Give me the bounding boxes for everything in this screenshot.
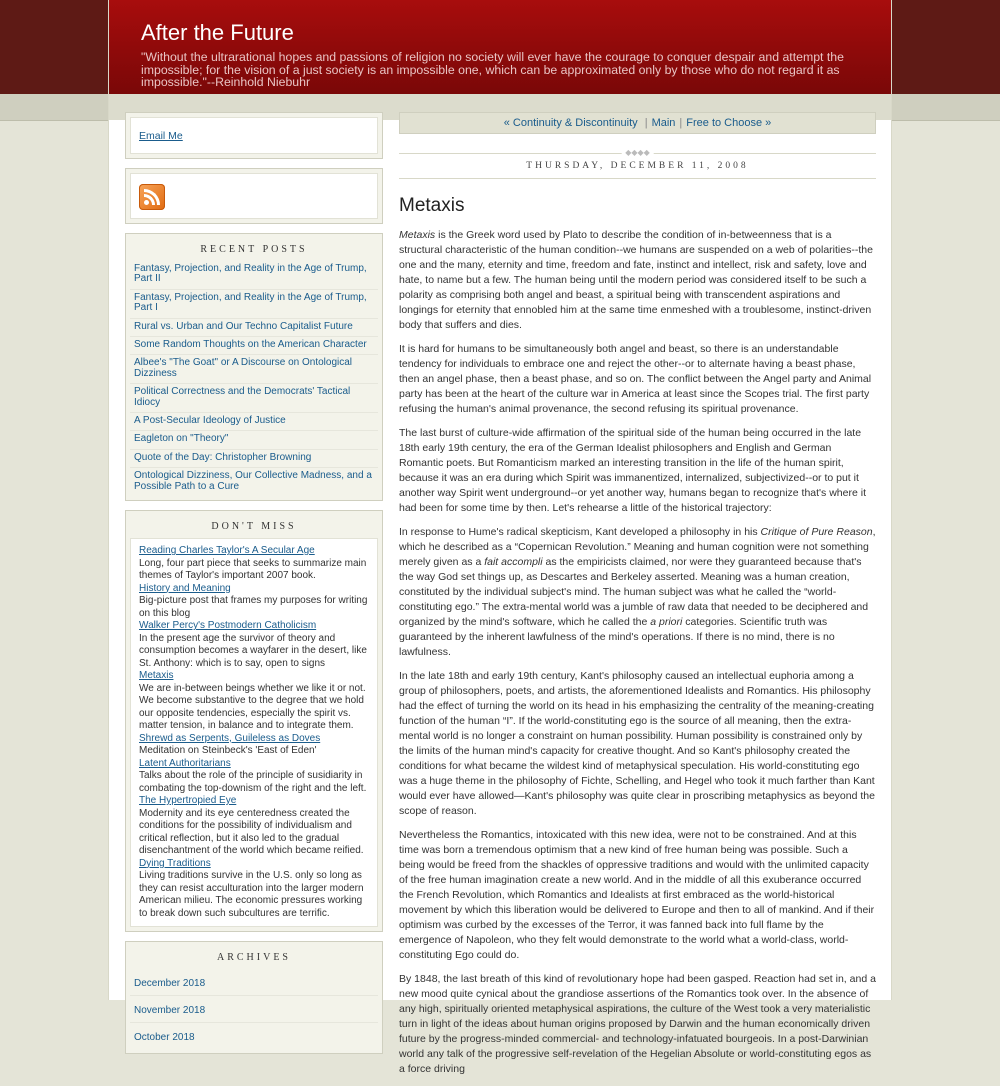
dont-miss-description: Living traditions survive in the U.S. only so long as they can resist acculturation into the larger modern American milieu. The economic pressures working to break down such subcultures are terrific.	[139, 870, 364, 919]
dont-miss-widget	[125, 510, 383, 932]
blog-title[interactable]: After the Future	[141, 20, 294, 45]
paragraph-text: In the late 18th and early 19th century, Kant's philosophy caused an intellectual euphoria among a group of philosophers, poets, and artists, the aforementioned Idealists and Romantics. His philosophy had the effect of turning the world on its head in his emphasizing the centrality of the meaning-creating function of the human “I”. If the world-constituting ego is the source of all meaning, then the extra-mental world is no longer a constraint on human possibility. Human possibility is constrained only by the limits of the human mind's capacity for creative thought. And so Kant's philosophy created the conditions for what became the wildest kind of metaphysical speculation. His world-constituting ego was a huge theme in the philosophy of Fichte, Schelling, and Hegel who took it much farther than Kant would ever have allowed—Kant's philosophy was quite clear in proscribing metaphysics as beyond the scope of reason.	[399, 670, 875, 817]
dont-miss-heading: DON'T MISS	[211, 521, 297, 533]
dont-miss-description: Modernity and its eye centeredness created the conditions for the possibility of individualism and critical reflection, but it also led to the gradual disenchantment of the world which became reified.	[139, 807, 364, 857]
dont-miss-link[interactable]: Shrewd as Serpents, Guileless as Doves	[139, 732, 321, 744]
dont-miss-link[interactable]: Walker Percy's Postmodern Catholicism	[139, 620, 317, 632]
italic-text: fait accompli	[484, 556, 543, 568]
main-page-link[interactable]: Main	[651, 117, 676, 129]
dont-miss-link[interactable]: Latent Authoritarians	[139, 757, 231, 769]
italic-text: Metaxis	[399, 229, 436, 241]
dont-miss-description: Talks about the role of the principle of susidiarity in combating the top-downism of the right and the left.	[139, 770, 367, 794]
post-paragraph	[399, 228, 876, 333]
post-paragraph	[399, 828, 876, 963]
recent-post-link[interactable]: Eagleton on "Theory"	[134, 433, 229, 445]
archive-item	[130, 969, 378, 995]
recent-post-item	[130, 289, 378, 318]
recent-post-item	[130, 412, 378, 430]
blog-description: "Without the ultrarational hopes and passions of religion no society will ever have the courage to conquer despair and attempt the impossible; for the vision of a just society is an impossible one, which can be approximated only by those who do not regard it as impossible."--Reinhold Niebuhr	[141, 50, 844, 89]
paragraph-text: By 1848, the last breath of this kind of revolutionary hope had been gasped. Reaction had set in, and a new mood quite cynical about the grandiose assertions of the Romantics took over. In the absence of any high, spiritually oriented metaphysical aspirations, the culture of the West took a very materialistic turn in light of the ideas about human origins proposed by Darwin and the human economically driven future by the progress-minded commercial- and technology-infatuated bourgeois. In a post-Darwinian world any talk of the progressive self-revelation of the Hegelian Absolute or world-constituting egos as a force driving	[399, 973, 876, 1075]
recent-post-link[interactable]: Albee's "The Goat" or A Discourse on Ontological Dizziness	[134, 357, 353, 379]
post-paragraph	[399, 426, 876, 516]
recent-post-item	[130, 261, 378, 289]
post-paragraph	[399, 669, 876, 819]
dont-miss-description: Meditation on Steinbeck's 'East of Eden'	[139, 745, 317, 757]
next-post-link[interactable]: Free to Choose »	[686, 117, 772, 129]
paragraph-text: In response to Hume's radical skepticism, Kant developed a philosophy in his	[399, 526, 761, 538]
archive-month-link[interactable]: October 2018	[134, 1032, 195, 1044]
rss-feed-icon[interactable]	[139, 184, 165, 210]
archive-item	[130, 1022, 378, 1049]
dont-miss-description: Big-picture post that frames my purposes for writing on this blog	[139, 595, 368, 619]
dont-miss-link[interactable]: Reading Charles Taylor's A Secular Age	[139, 545, 315, 557]
dont-miss-description: Long, four part piece that seeks to summarize main themes of Taylor's important 2007 book.	[139, 557, 367, 582]
recent-post-link[interactable]: Ontological Dizziness, Our Collective Madness, and a Possible Path to a Cure	[134, 470, 372, 492]
archives-widget	[125, 941, 383, 1054]
recent-post-link[interactable]: Fantasy, Projection, and Reality in the Age of Trump, Part II	[134, 263, 367, 285]
dont-miss-description: We are in-between beings whether we like it or not. We become substantive to the degree that we hold our opposite tendencies, especially the spirit vs. matter tension, in balance and to integrate them.	[139, 682, 366, 732]
italic-text: a priori	[650, 616, 683, 628]
dont-miss-link[interactable]: Metaxis	[139, 670, 174, 682]
recent-post-item	[130, 430, 378, 448]
paragraph-text: categories. Scientific truth was guaranteed by the inherent lawfulness of the mind's operations. If there is no mind, there is no lawfulness.	[399, 616, 835, 658]
paragraph-text: as the empiricists claimed, nor were they guaranteed because that's the way God set things up, as Descartes and Berkeley asserted. Meaning was a human creation, constituted by the individual subject's mind. The human subject was what he called the “world-constituting ego.” The extra-mental world was a jumble of raw data that needed to be deciphered and organized by the mind's software, which he called the	[399, 556, 869, 628]
email-widget	[125, 112, 383, 159]
archives-list	[130, 969, 378, 1049]
recent-post-link[interactable]: Political Correctness and the Democrats' Tactical Idiocy	[134, 386, 351, 408]
post-body	[399, 228, 876, 1077]
blog-header	[109, 0, 891, 94]
recent-post-item	[130, 354, 378, 383]
divider-ornament: ◆◆◆◆	[621, 147, 654, 159]
date-underline	[399, 178, 876, 179]
recent-post-link[interactable]: Fantasy, Projection, and Reality in the Age of Trump, Part I	[134, 291, 367, 314]
post-navigation	[399, 112, 876, 134]
recent-post-link[interactable]: Rural vs. Urban and Our Techno Capitalist Future	[134, 320, 353, 332]
previous-post-link[interactable]: « Continuity & Discontinuity	[503, 117, 638, 129]
date-divider	[399, 148, 876, 157]
dont-miss-list	[139, 545, 369, 920]
paragraph-text: The last burst of culture-wide affirmation of the spiritual side of the human being occurred in the late 18th early 19th century, the era of the German Idealist philosophers and English and German Romantic poets. But Romanticism marked an interesting transition in the life of the human spirit, because it was an era during which Spirit was immanentized, internalized, subjectivized--or to put it another way Spirit went underground--or yet another way, humans began to recognize that's where it had been for some time by then. Let's rehearse a little of the historical trajectory:	[399, 427, 866, 514]
recent-post-link[interactable]: A Post-Secular Ideology of Justice	[134, 415, 286, 427]
recent-post-item	[130, 336, 378, 354]
post-title[interactable]: Metaxis	[399, 195, 465, 216]
rss-widget	[125, 168, 383, 224]
paragraph-text: is the Greek word used by Plato to describe the condition of in-betweenness that is a structural characteristic of the human condition--we humans are suspended on a web of polarities--the one and the many, eternity and time, freedom and fate, instinct and intellect, risk and safety, love and hate, to name but a few. The human being until the modern period was considered itself to be such a polarity as comprising both angel and beast, a spiritual being with transcendent aspirations and longings for eternity that ennobled him at the same time enmeshed with a troublesome, instinct-driven body that suffers and dies.	[399, 229, 873, 331]
archive-month-link[interactable]: December 2018	[134, 978, 206, 990]
page-container	[108, 0, 892, 1075]
recent-posts-heading: RECENT POSTS	[200, 244, 308, 255]
recent-post-link[interactable]: Quote of the Day: Christopher Browning	[134, 451, 312, 463]
post-paragraph	[399, 342, 876, 417]
archive-item	[130, 995, 378, 1022]
dont-miss-link[interactable]: Dying Traditions	[139, 857, 211, 869]
recent-post-item	[130, 383, 378, 412]
recent-posts-list	[130, 261, 378, 496]
recent-post-link[interactable]: Some Random Thoughts on the American Character	[134, 339, 367, 351]
post-date: THURSDAY, DECEMBER 11, 2008	[526, 161, 749, 171]
post-paragraph	[399, 972, 876, 1077]
email-me-link[interactable]: Email Me	[139, 130, 183, 142]
nav-separator: |	[679, 117, 683, 129]
nav-separator: |	[644, 117, 648, 129]
archives-heading: ARCHIVES	[216, 952, 291, 964]
paragraph-text: , which he described as a “Copernican Revolution.” Meaning and human cognition were not something merely given as a	[399, 526, 876, 568]
dont-miss-link[interactable]: The Hypertropied Eye	[139, 795, 237, 807]
paragraph-text: Nevertheless the Romantics, intoxicated with this new idea, were not to be constrained. And at this time was born a tremendous optimism that a new kind of free human being was possible. Such a being would be freed from the shackles of oppressive traditions and would with the unlimited capacity of the free human imagination create a new world. And in the middle of all this exuberance occurred the French Revolution, which Romantics and Idealists at first embraced as the world-historical movement by which this liberation would be delivered to Europe and then to all of mankind. And if their optimism was curbed by the excesses of the Terror, it was fanned back into full flame by the emergence of Napoleon, who they felt would demonstrate to the world what a world-class, world-constituting Ego could do.	[399, 829, 875, 961]
sidebar	[125, 112, 383, 1063]
dont-miss-link[interactable]: History and Meaning	[139, 582, 231, 594]
paragraph-text: It is hard for humans to be simultaneously both angel and beast, so there is an understandable tendency for individuals to embrace one and reject the other--or to alternate having a beast phase, then an angel phase, then a beast phase, and so on. The conflict between the Angel party and Animal party has been at the heart of the culture war in America at least since the Scopes trial. The first party refusing the human's animal provenance, the second refusing its spiritual provenance.	[399, 343, 872, 415]
post-paragraph	[399, 525, 876, 660]
recent-posts-widget	[125, 233, 383, 501]
archive-month-link[interactable]: November 2018	[134, 1005, 206, 1017]
recent-post-item	[130, 318, 378, 336]
recent-post-item	[130, 449, 378, 467]
dont-miss-description: In the present age the survivor of theory and consumption becomes a wayfarer in the desert, like St. Anthony: which is to say, open to signs	[139, 632, 367, 669]
recent-post-item	[130, 467, 378, 496]
italic-text: Critique of Pure Reason	[760, 526, 873, 538]
main-content	[399, 112, 876, 1086]
